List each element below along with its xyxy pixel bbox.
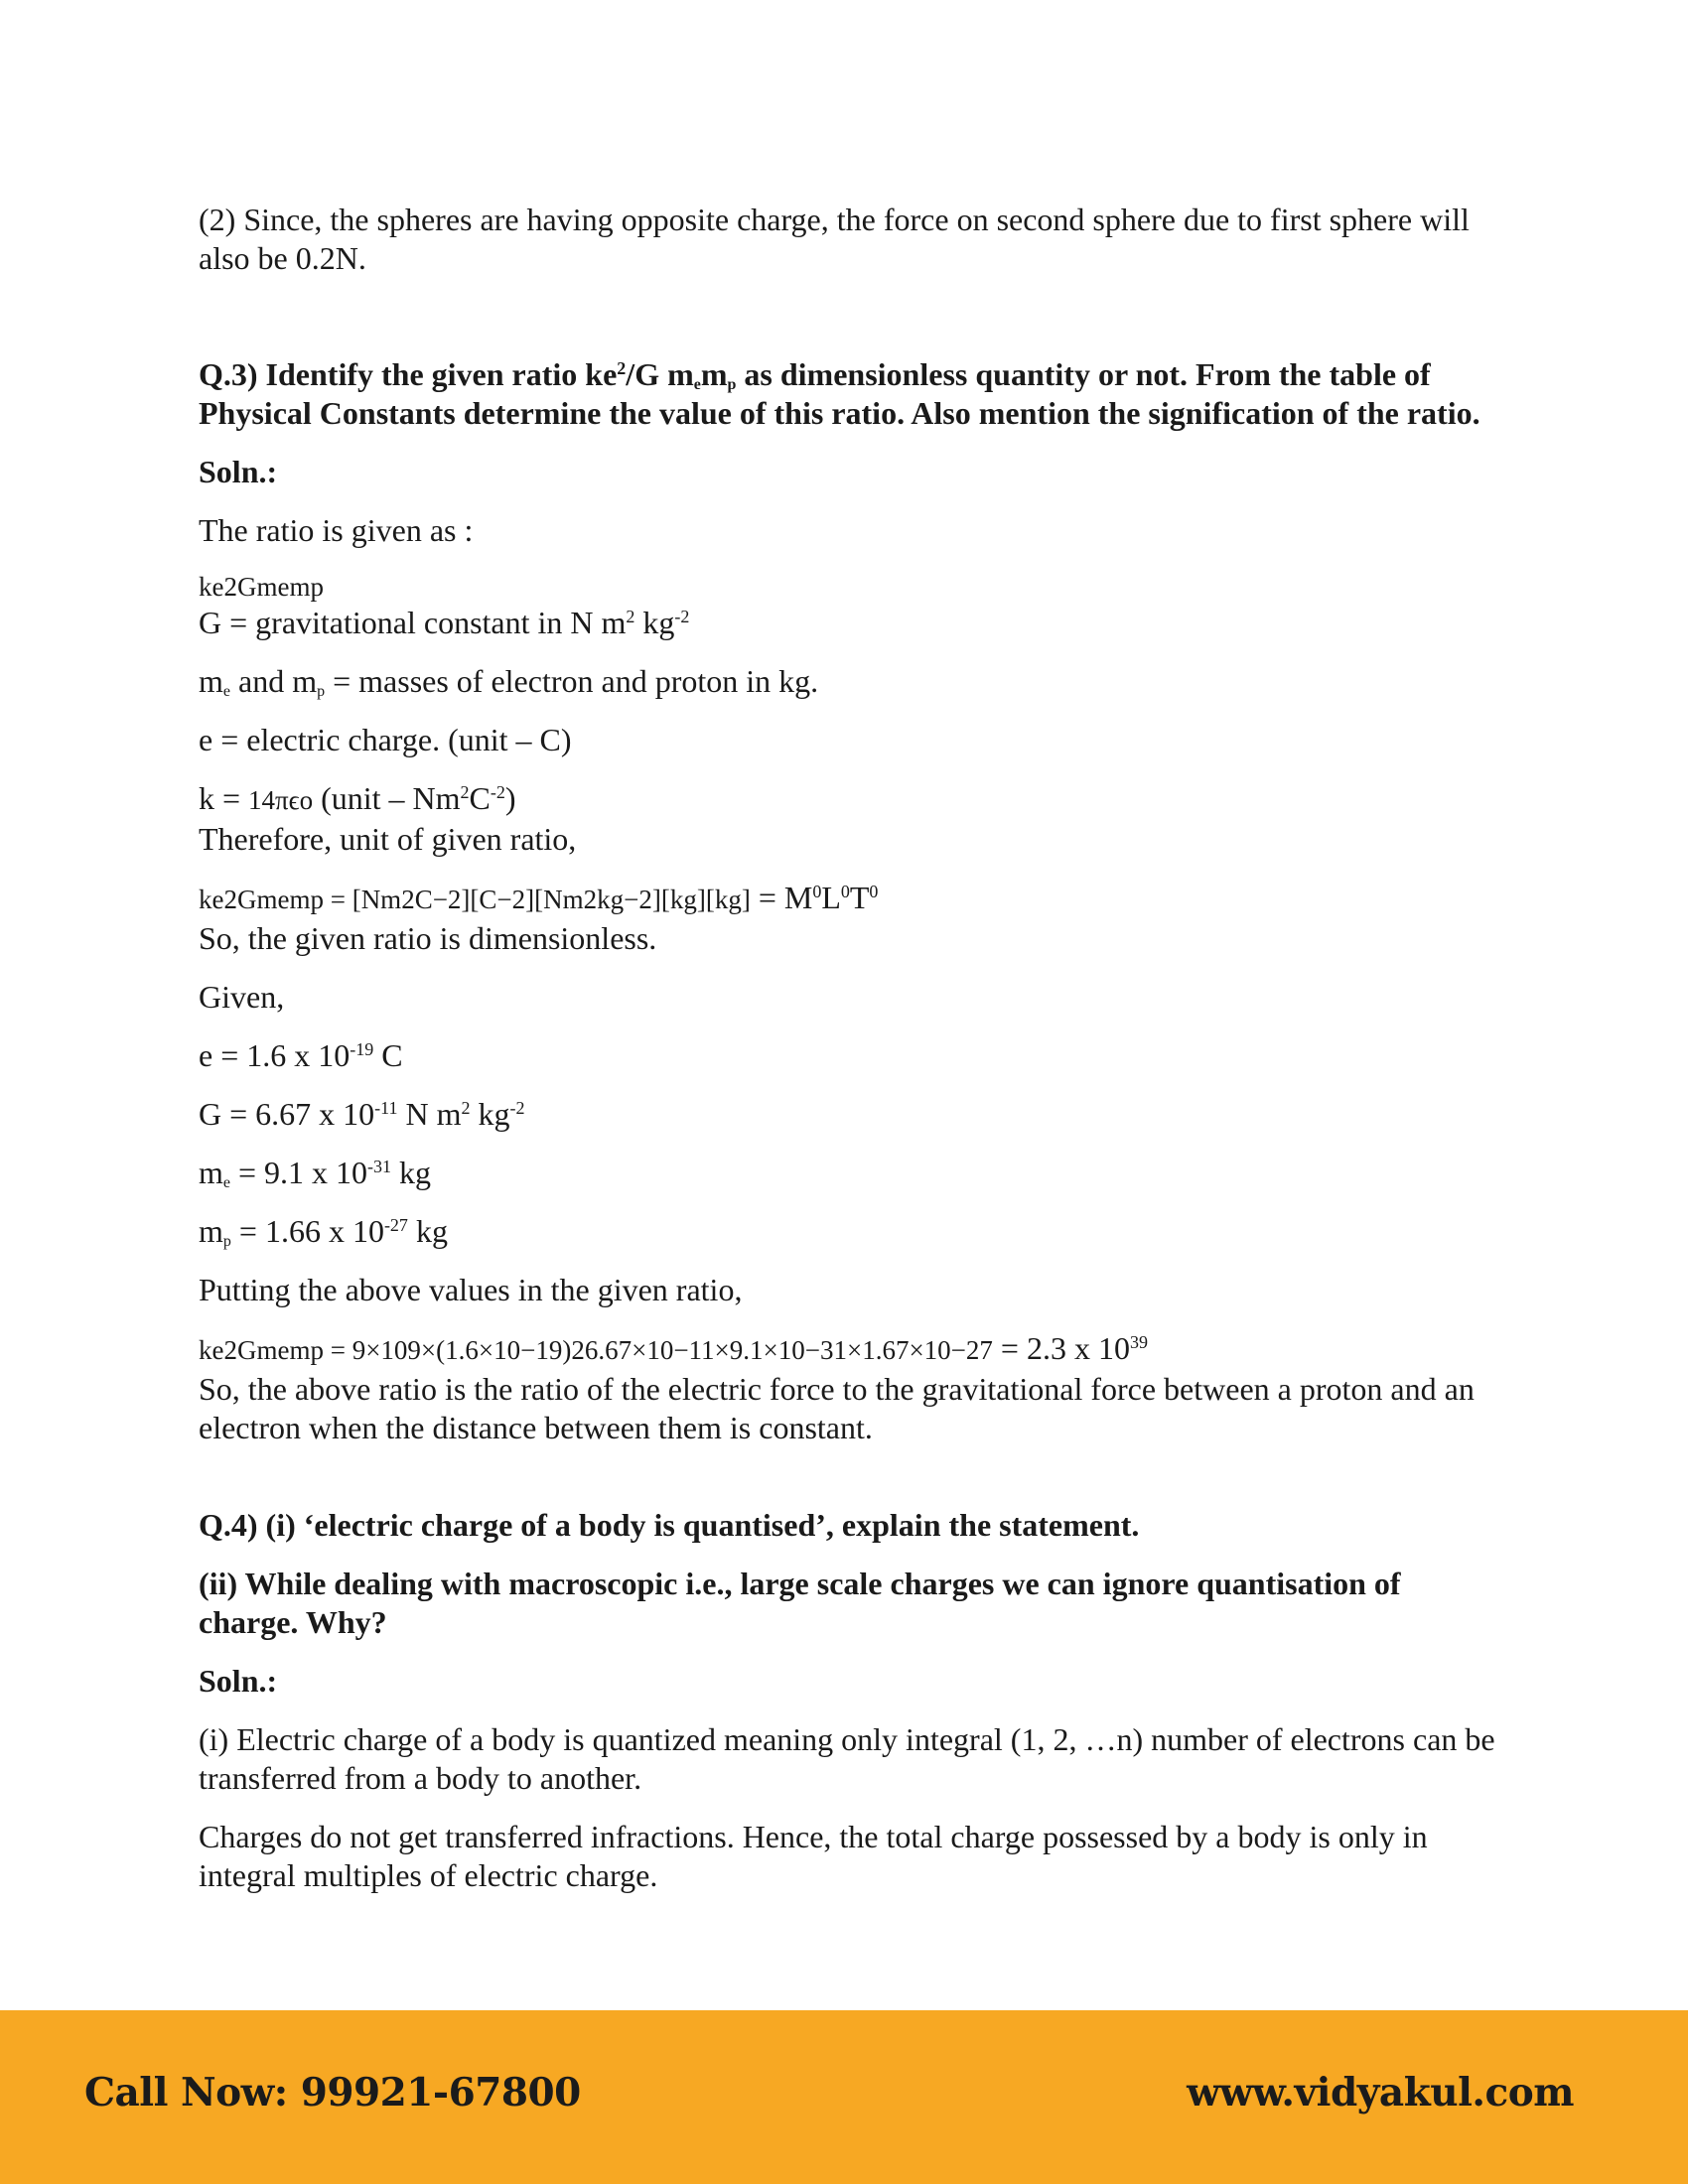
charge-definition: e = electric charge. (unit – C) <box>199 722 572 757</box>
q4-question-ii: (ii) While dealing with macroscopic i.e., large scale charges we can ignore quantisation of charge. Why? <box>199 1566 1401 1640</box>
therefore-line: Therefore, unit of given ratio, <box>199 821 577 857</box>
value-me: $m_e = 9.1$ x $10^{-31}$ kg <box>199 1155 432 1191</box>
dimensionless-line: So, the given ratio is dimensionless. <box>199 920 657 956</box>
q4-answer-i: (i) Electric charge of a body is quantized meaning only integral (1, 2, …n) number of electrons can be transferred from a body to another. <box>199 1721 1495 1796</box>
q4-question-i: Q.4) (i) ‘electric charge of a body is quantised’, explain the statement. <box>199 1507 1140 1543</box>
g-definition: G = gravitational constant in N $m^2$ $kg^{-2}$ <box>199 605 690 640</box>
footer-banner <box>0 2010 1688 2184</box>
call-now-text: Call Now: 99921-67800 <box>84 2070 581 2116</box>
document-body <box>199 201 1499 1895</box>
k-definition: k = 14πϵo (unit – $Nm^2C^{-2}$) <box>199 780 516 816</box>
unit-equation: ke2Gmemp = $[Nm2C-2][C-2][Nm2kg-2][kg][kg] = M^0L^0T^0$ <box>199 880 879 915</box>
ratio-intro: The ratio is given as : <box>199 512 474 548</box>
q2-answer-part2: (2) Since, the spheres are having opposite charge, the force on second sphere due to first sphere will also be 0.2N. <box>199 202 1470 276</box>
value-mp: $m_p = 1.66$ x $10^{-27}$ kg <box>199 1213 448 1250</box>
calculation-equation: ke2Gmemp = 9×109×(1.6×10−19)26.67×10−11×9.1×10−31×1.67×10−27 = 2.3 x $10^{39}$ <box>199 1330 1148 1366</box>
q4-soln-label: Soln.: <box>199 1663 278 1699</box>
q3-question: Q.3) Identify the given ratio $ke^2/G$ $m_em_p$ as dimensionless quantity or not. From the table of Physical Constants determine the value of this ratio. Also mention the signification of the ratio. <box>199 356 1480 431</box>
q3-conclusion: So, the above ratio is the ratio of the electric force to the gravitational force between a proton and an electron when the distance between them is constant. <box>199 1371 1475 1445</box>
mass-definition: $m_e$ and $m_p$ = masses of electron and proton in kg. <box>199 663 819 700</box>
putting-line: Putting the above values in the given ratio, <box>199 1272 743 1307</box>
q4-answer-i-continued: Charges do not get transferred infractions. Hence, the total charge possessed by a body is only in integral multiples of electric charge. <box>199 1819 1428 1893</box>
given-label: Given, <box>199 979 285 1015</box>
value-e: e = 1.6 x $10^{-19}$ C <box>199 1037 403 1073</box>
q3-soln-label: Soln.: <box>199 454 278 489</box>
website-link[interactable]: www.vidyakul.com <box>1187 2070 1574 2116</box>
ratio-expression: ke2Gmemp <box>199 572 324 602</box>
value-g: G = 6.67 x $10^{-11}$ N $m^2$ $kg^{-2}$ <box>199 1096 525 1132</box>
